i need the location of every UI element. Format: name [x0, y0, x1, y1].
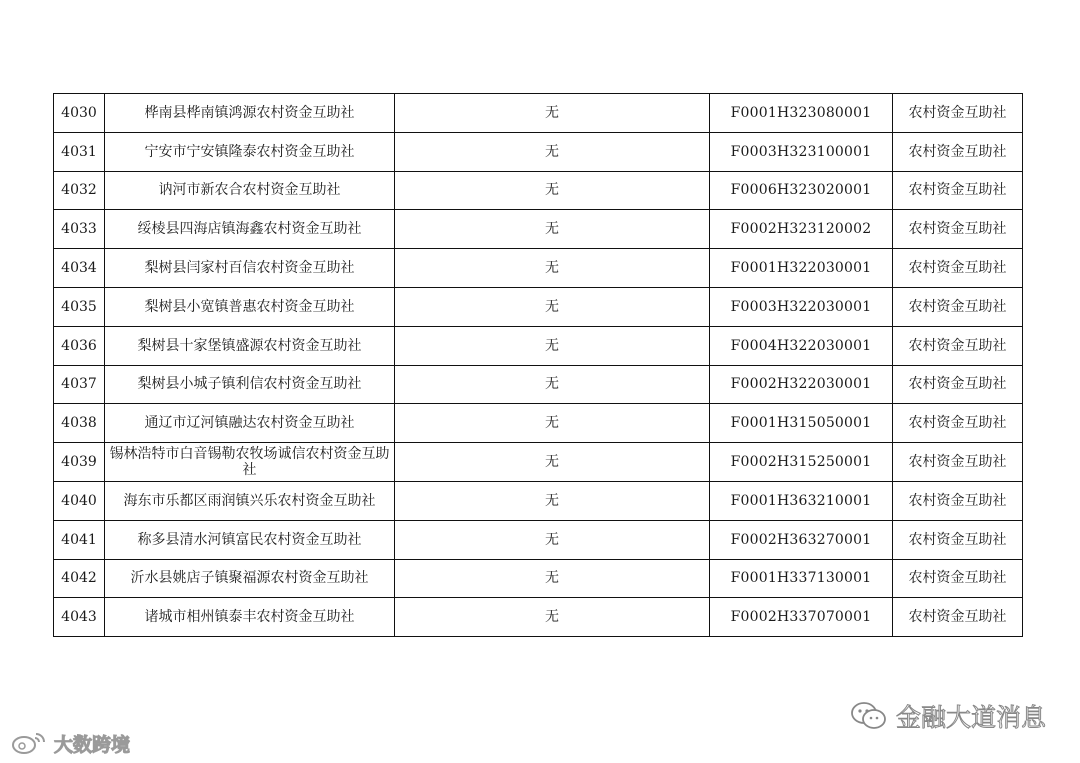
- weibo-watermark-text: 大数跨境: [54, 733, 131, 756]
- institution-type-cell: 农村资金互助社: [893, 210, 1023, 249]
- table-body: [54, 94, 1023, 637]
- table-row: [54, 94, 1023, 133]
- wechat-watermark: [850, 697, 1046, 735]
- institution-code-cell: F0002H315250001: [710, 443, 893, 482]
- institution-name-cell: 通辽市辽河镇融达农村资金互助社: [105, 404, 395, 443]
- institution-code-cell: F0002H337070001: [710, 598, 893, 637]
- institution-type-cell: 农村资金互助社: [893, 520, 1023, 559]
- institution-code-cell: F0002H363270001: [710, 520, 893, 559]
- table-row: [54, 481, 1023, 520]
- row-index-cell: 4043: [54, 598, 105, 637]
- institution-type-cell: 农村资金互助社: [893, 171, 1023, 210]
- table-row: [54, 598, 1023, 637]
- table-row: [54, 210, 1023, 249]
- previous-name-cell: 无: [395, 132, 710, 171]
- institution-type-cell: 农村资金互助社: [893, 287, 1023, 326]
- institution-table: [53, 93, 1023, 637]
- wechat-logo-icon: [850, 701, 888, 731]
- institution-code-cell: F0003H323100001: [710, 132, 893, 171]
- institution-name-cell: 海东市乐都区雨润镇兴乐农村资金互助社: [105, 481, 395, 520]
- previous-name-cell: 无: [395, 171, 710, 210]
- table-row: [54, 520, 1023, 559]
- table-row: [54, 365, 1023, 404]
- institution-type-cell: 农村资金互助社: [893, 443, 1023, 482]
- institution-name-cell: 宁安市宁安镇隆泰农村资金互助社: [105, 132, 395, 171]
- institution-code-cell: F0001H323080001: [710, 94, 893, 133]
- institution-code-cell: F0001H315050001: [710, 404, 893, 443]
- previous-name-cell: 无: [395, 481, 710, 520]
- row-index-cell: 4038: [54, 404, 105, 443]
- weibo-watermark: [10, 728, 130, 758]
- previous-name-cell: 无: [395, 559, 710, 598]
- table-row: [54, 443, 1023, 482]
- institution-code-cell: F0002H322030001: [710, 365, 893, 404]
- institution-type-cell: 农村资金互助社: [893, 326, 1023, 365]
- institution-type-cell: 农村资金互助社: [893, 94, 1023, 133]
- row-index-cell: 4042: [54, 559, 105, 598]
- row-index-cell: 4030: [54, 94, 105, 133]
- table-row: [54, 559, 1023, 598]
- institution-code-cell: F0001H322030001: [710, 249, 893, 288]
- previous-name-cell: 无: [395, 287, 710, 326]
- row-index-cell: 4034: [54, 249, 105, 288]
- institution-name-cell: 梨树县小城子镇利信农村资金互助社: [105, 365, 395, 404]
- institution-name-cell: 称多县清水河镇富民农村资金互助社: [105, 520, 395, 559]
- institution-name-cell: 锡林浩特市白音锡勒农牧场诚信农村资金互助社: [105, 443, 395, 482]
- row-index-cell: 4040: [54, 481, 105, 520]
- institution-code-cell: F0002H323120002: [710, 210, 893, 249]
- row-index-cell: 4036: [54, 326, 105, 365]
- table-row: [54, 404, 1023, 443]
- previous-name-cell: 无: [395, 365, 710, 404]
- previous-name-cell: 无: [395, 598, 710, 637]
- institution-code-cell: F0006H323020001: [710, 171, 893, 210]
- institution-code-cell: F0001H363210001: [710, 481, 893, 520]
- table-row: [54, 171, 1023, 210]
- previous-name-cell: 无: [395, 249, 710, 288]
- weibo-logo-icon: [10, 730, 50, 756]
- institution-type-cell: 农村资金互助社: [893, 559, 1023, 598]
- row-index-cell: 4031: [54, 132, 105, 171]
- institution-name-cell: 桦南县桦南镇鸿源农村资金互助社: [105, 94, 395, 133]
- institution-name-cell: 绥棱县四海店镇海鑫农村资金互助社: [105, 210, 395, 249]
- institution-name-cell: 沂水县姚店子镇聚福源农村资金互助社: [105, 559, 395, 598]
- previous-name-cell: 无: [395, 404, 710, 443]
- wechat-watermark-text: 金融大道消息: [895, 703, 1046, 732]
- institution-name-cell: 诸城市相州镇泰丰农村资金互助社: [105, 598, 395, 637]
- previous-name-cell: 无: [395, 210, 710, 249]
- institution-code-cell: F0003H322030001: [710, 287, 893, 326]
- table-row: [54, 326, 1023, 365]
- institution-name-cell: 梨树县闫家村百信农村资金互助社: [105, 249, 395, 288]
- institution-name-cell: 讷河市新农合农村资金互助社: [105, 171, 395, 210]
- previous-name-cell: 无: [395, 94, 710, 133]
- previous-name-cell: 无: [395, 443, 710, 482]
- row-index-cell: 4032: [54, 171, 105, 210]
- institution-name-cell: 梨树县十家堡镇盛源农村资金互助社: [105, 326, 395, 365]
- institution-type-cell: 农村资金互助社: [893, 249, 1023, 288]
- previous-name-cell: 无: [395, 520, 710, 559]
- row-index-cell: 4037: [54, 365, 105, 404]
- institution-type-cell: 农村资金互助社: [893, 598, 1023, 637]
- institution-type-cell: 农村资金互助社: [893, 404, 1023, 443]
- institution-type-cell: 农村资金互助社: [893, 365, 1023, 404]
- row-index-cell: 4041: [54, 520, 105, 559]
- table-row: [54, 287, 1023, 326]
- row-index-cell: 4033: [54, 210, 105, 249]
- row-index-cell: 4039: [54, 443, 105, 482]
- institution-code-cell: F0004H322030001: [710, 326, 893, 365]
- table-row: [54, 132, 1023, 171]
- institution-type-cell: 农村资金互助社: [893, 132, 1023, 171]
- previous-name-cell: 无: [395, 326, 710, 365]
- document-sheet: [53, 93, 1022, 637]
- row-index-cell: 4035: [54, 287, 105, 326]
- institution-name-cell: 梨树县小宽镇普惠农村资金互助社: [105, 287, 395, 326]
- table-row: [54, 249, 1023, 288]
- institution-code-cell: F0001H337130001: [710, 559, 893, 598]
- institution-type-cell: 农村资金互助社: [893, 481, 1023, 520]
